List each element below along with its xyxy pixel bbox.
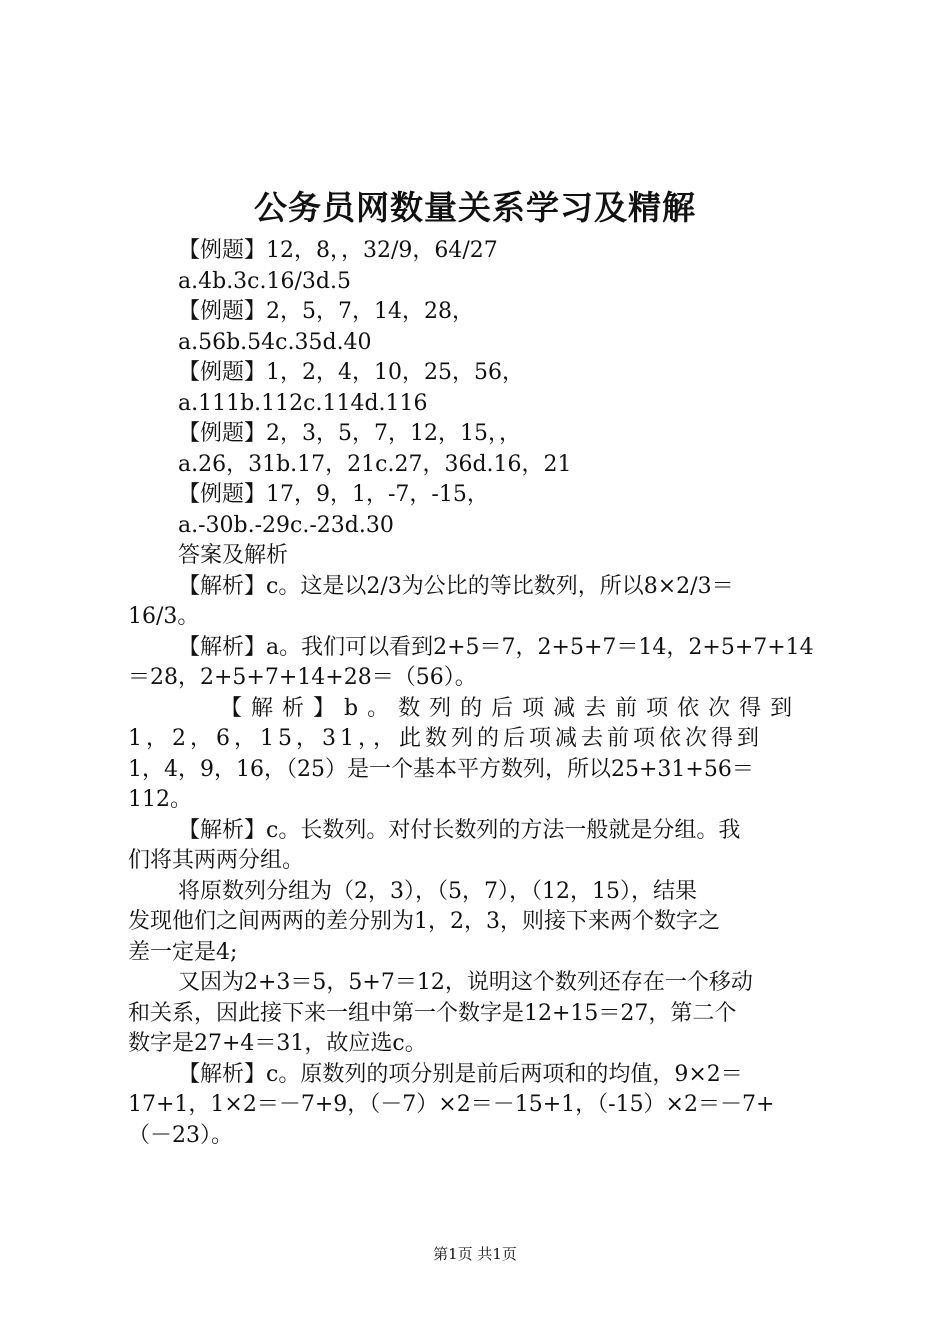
paragraph-2-line-2: 和关系，因此接下来一组中第一个数字是12+15＝27，第二个 xyxy=(128,1000,737,1026)
question-1-stem: 【例题】12，8，，32/9，64/27 xyxy=(178,238,498,263)
page-title: 公务员网数量关系学习及精解 xyxy=(254,188,696,227)
question-2-options: a.56b.54c.35d.40 xyxy=(178,329,372,355)
analysis-3-line-1: 【解析】b。数列的后项减去前项依次得到 xyxy=(220,695,802,721)
analysis-4-line-1: 【解析】c。长数列。对付长数列的方法一般就是分组。我 xyxy=(178,817,741,843)
analysis-2-line-1: 【解析】a。我们可以看到2+5＝7，2+5+7＝14，2+5+7+14 xyxy=(178,634,814,660)
paragraph-1-line-2: 发现他们之间两两的差分别为1，2，3，则接下来两个数字之 xyxy=(128,909,720,934)
analysis-3-line-2: 1，2，6，15，31，，此数列的后项减去前项依次得到 xyxy=(128,726,763,751)
analysis-5-line-2: 17+1，1×2＝－7+9，（－7）×2＝－15+1，（-15）×2＝－7+ xyxy=(128,1092,775,1117)
question-5-options: a.-30b.-29c.-23d.30 xyxy=(178,512,394,538)
paragraph-2-line-3: 数字是27+4＝31，故应选c。 xyxy=(128,1031,427,1056)
question-2-stem: 【例题】2，5，7，14，28， xyxy=(178,299,474,324)
analysis-2-line-2: ＝28，2+5+7+14+28＝（56）。 xyxy=(128,665,477,690)
analysis-3-line-4: 112。 xyxy=(128,787,192,812)
analysis-5-line-1: 【解析】c。原数列的项分别是前后两项和的均值，9×2＝ xyxy=(178,1061,743,1087)
paragraph-1-line-1: 将原数列分组为（2，3），（5，7），（12，15），结果 xyxy=(178,878,697,904)
question-4-stem: 【例题】2，3，5，7，12，15，， xyxy=(178,421,521,446)
analysis-5-line-3: （－23）。 xyxy=(128,1122,233,1148)
analysis-1-line-2: 16/3。 xyxy=(128,604,200,629)
question-3-options: a.111b.112c.114d.116 xyxy=(178,390,428,416)
document-body xyxy=(128,236,832,1151)
question-3-stem: 【例题】1，2，4，10，25，56， xyxy=(178,360,524,385)
paragraph-1-line-3: 差一定是4; xyxy=(128,939,238,965)
question-4-options: a.26，31b.17，21c.27，36d.16，21 xyxy=(178,451,572,477)
question-1-options: a.4b.3c.16/3d.5 xyxy=(178,268,351,294)
analysis-4-line-2: 们将其两两分组。 xyxy=(128,848,305,873)
question-5-stem: 【例题】17，9，1，-7，-15， xyxy=(178,482,489,507)
answer-heading: 答案及解析 xyxy=(178,543,289,568)
analysis-1-line-1: 【解析】c。这是以2/3为公比的等比数列，所以8×2/3＝ xyxy=(178,573,734,599)
analysis-3-line-3: 1，4，9，16，（25）是一个基本平方数列，所以25+31+56＝ xyxy=(128,756,754,782)
page-footer: 第1页 共1页 xyxy=(433,1245,517,1263)
paragraph-2-line-1: 又因为2+3＝5，5+7＝12，说明这个数列还存在一个移动 xyxy=(178,970,753,995)
